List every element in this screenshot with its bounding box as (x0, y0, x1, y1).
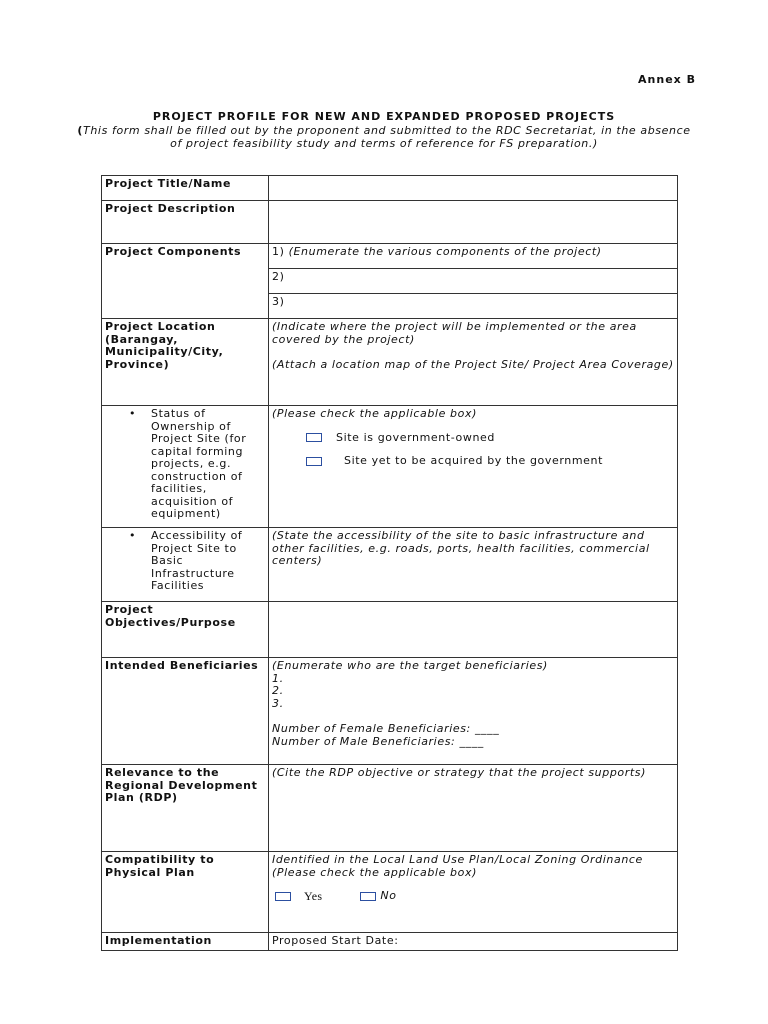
row-location (102, 319, 678, 406)
field-start-date[interactable] (269, 933, 678, 951)
row-compatibility (102, 852, 678, 933)
field-project-title[interactable] (269, 176, 678, 201)
field-component-2[interactable] (269, 269, 678, 294)
location-instruction: (Indicate where the project will be implemented or the area covered by the project) (272, 320, 637, 346)
row-title-name (102, 176, 678, 201)
label-project-location: Project Location (Barangay, Municipality/City, Province) (102, 319, 269, 406)
row-beneficiaries (102, 658, 678, 765)
option-no-label: No (380, 889, 397, 902)
page-title: PROJECT PROFILE FOR NEW AND EXPANDED PROPOSED PROJECTS (152, 110, 616, 123)
field-rdp-relevance[interactable] (269, 765, 678, 852)
compatibility-options (272, 890, 674, 903)
subtitle-open-paren: ( (77, 124, 84, 137)
field-project-objectives[interactable] (269, 602, 678, 658)
label-project-description: Project Description (102, 201, 269, 244)
option-government-owned[interactable] (272, 432, 674, 445)
label-rdp-relevance: Relevance to the Regional Development Plan (RDP) (102, 765, 269, 852)
label-accessibility: Accessibility of Project Site to Basic Infrastructure Facilities (151, 529, 243, 592)
label-physical-plan: Compatibility to Physical Plan (102, 852, 269, 933)
row-description (102, 201, 678, 244)
label-project-title: Project Title/Name (102, 176, 269, 201)
label-cell-ownership (102, 406, 269, 528)
option-to-be-acquired[interactable] (272, 455, 674, 468)
annex-label: Annex B (638, 73, 696, 86)
checkbox-government-owned[interactable] (306, 433, 322, 442)
female-beneficiaries-count: Number of Female Beneficiaries: ____ (272, 722, 500, 735)
row-objectives (102, 602, 678, 658)
field-component-1[interactable] (269, 244, 678, 269)
component-3-number: 3) (272, 295, 285, 308)
row-components-1 (102, 244, 678, 269)
beneficiary-item-2: 2. (272, 684, 284, 697)
project-profile-form (101, 175, 678, 951)
field-ownership (269, 406, 678, 528)
accessibility-instruction: (State the accessibility of the site to basic infrastructure and other facilities, e.g. roads, ports, health facilities, commercial centers) (272, 529, 650, 567)
label-project-components: Project Components (102, 244, 269, 319)
field-project-description[interactable] (269, 201, 678, 244)
row-relevance (102, 765, 678, 852)
component-2-number: 2) (272, 270, 285, 283)
ownership-instruction: (Please check the applicable box) (272, 407, 477, 420)
bullet-accessibility: • (129, 529, 137, 542)
checkbox-yes[interactable] (275, 892, 291, 901)
label-ownership-status: Status of Ownership of Project Site (for capital forming projects, e.g. construction of facilities, acquisition of equipment) (151, 407, 247, 520)
component-1-number: 1) (272, 245, 285, 258)
beneficiary-item-3: 3. (272, 696, 284, 710)
row-implementation (102, 933, 678, 951)
option-to-be-acquired-label: Site yet to be acquired by the government (344, 454, 604, 467)
field-intended-beneficiaries[interactable] (269, 658, 678, 765)
option-yes-label: Yes (304, 889, 323, 903)
row-accessibility (102, 528, 678, 602)
field-component-3[interactable] (269, 294, 678, 319)
male-beneficiaries-count: Number of Male Beneficiaries: ____ (272, 734, 484, 748)
location-map-instruction: (Attach a location map of the Project Site/ Project Area Coverage) (272, 358, 674, 371)
compatibility-instruction: Identified in the Local Land Use Plan/Local Zoning Ordinance (Please check the applicable box) (272, 853, 643, 879)
label-intended-beneficiaries: Intended Beneficiaries (102, 658, 269, 765)
subtitle-text: This form shall be filled out by the proponent and submitted to the RDC Secretariat, in the absence of project feasibility study and terms of reference for FS preparation.) (83, 124, 691, 150)
row-ownership (102, 406, 678, 528)
bullet-ownership: • (129, 407, 137, 420)
field-physical-plan (269, 852, 678, 933)
component-1-instruction: (Enumerate the various components of the project) (288, 245, 602, 258)
field-project-location[interactable] (269, 319, 678, 406)
label-implementation: Implementation (102, 933, 269, 951)
beneficiary-item-1: 1. (272, 671, 284, 685)
start-date-label: Proposed Start Date: (272, 934, 399, 947)
label-project-objectives: Project Objectives/Purpose (102, 602, 269, 658)
page-subtitle (70, 124, 698, 150)
relevance-instruction: (Cite the RDP objective or strategy that the project supports) (272, 766, 647, 779)
checkbox-to-be-acquired[interactable] (306, 457, 322, 466)
option-government-owned-label: Site is government-owned (336, 430, 495, 444)
field-accessibility[interactable] (269, 528, 678, 602)
label-cell-accessibility (102, 528, 269, 602)
beneficiaries-instruction: (Enumerate who are the target beneficiaries) (272, 659, 548, 672)
checkbox-no[interactable] (360, 892, 376, 901)
